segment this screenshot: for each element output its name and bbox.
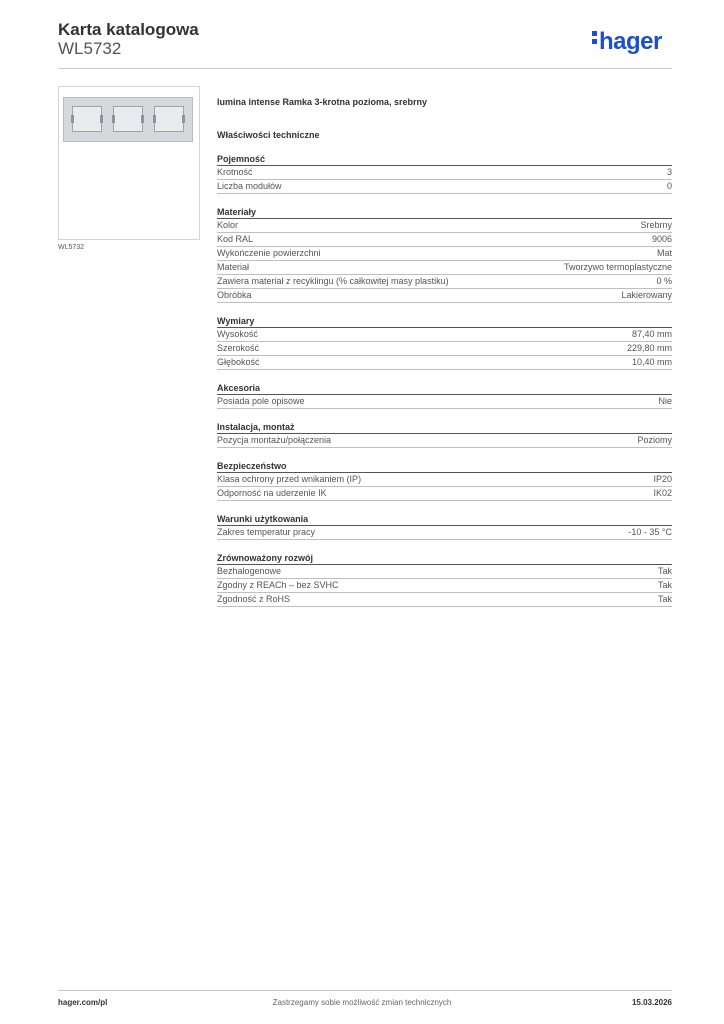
spec-value: Tworzywo termoplastyczne [563,262,672,272]
product-code: WL5732 [58,39,122,58]
spec-row [217,342,672,356]
spec-label: Zgodność z RoHS [217,594,291,604]
section-title: Pojemność [217,153,672,166]
spec-label: Wykończenie powierzchni [217,248,321,258]
spec-section [217,382,672,409]
spec-value: Mat [656,248,672,258]
spec-value: 10,40 mm [631,357,672,367]
section-title: Instalacja, montaż [217,421,672,434]
spec-value: 0 % [656,276,672,286]
logo-text: hager [599,28,662,55]
spec-section [217,460,672,501]
spec-section [217,421,672,448]
spec-row [217,233,672,247]
image-caption: WL5732 [58,244,85,251]
section-title: Warunki użytkowania [217,513,672,526]
spec-row [217,565,672,579]
frame-slot [72,106,102,132]
footer-divider [58,990,672,991]
spec-section [217,153,672,194]
document-type-title: Karta katalogowa [58,20,199,39]
spec-value: Tak [657,580,672,590]
spec-label: Zgodny z REACh – bez SVHC [217,580,339,590]
section-title: Zrównoważony rozwój [217,552,672,565]
spec-row [217,579,672,593]
spec-section [217,552,672,607]
spec-value: 229,80 mm [626,343,672,353]
spec-row [217,261,672,275]
spec-row [217,473,672,487]
spec-value: Srebrny [640,220,672,230]
spec-label: Szerokość [217,343,260,353]
spec-row [217,526,672,540]
spec-label: Materiał [217,262,250,272]
spec-row [217,395,672,409]
logo-dots-icon [592,28,597,47]
spec-value: Tak [657,566,672,576]
spec-row [217,166,672,180]
section-title: Wymiary [217,315,672,328]
spec-value: Nie [658,396,672,406]
spec-label: Zakres temperatur pracy [217,527,316,537]
spec-row [217,356,672,370]
spec-value: IK02 [653,488,672,498]
frame-3-gang-picture [63,97,193,142]
spec-row [217,275,672,289]
header-divider [58,68,672,69]
frame-slot [113,106,143,132]
product-image [58,86,200,240]
spec-value: 87,40 mm [631,329,672,339]
spec-row [217,487,672,501]
spec-label: Krotność [217,167,253,177]
spec-row [217,180,672,194]
hager-logo[interactable] [592,30,662,54]
spec-label: Posiada pole opisowe [217,396,305,406]
footer-date: 15.03.2026 [631,998,672,1007]
spec-row [217,219,672,233]
spec-label: Kod RAL [217,234,254,244]
product-title: lumina intense Ramka 3-krotna pozioma, srebrny [217,97,428,107]
spec-label: Kolor [217,220,239,230]
section-title: Bezpieczeństwo [217,460,672,473]
spec-row [217,328,672,342]
spec-label: Obróbka [217,290,252,300]
properties-heading: Właściwości techniczne [217,130,320,140]
spec-label: Pozycja montażu/połączenia [217,435,332,445]
spec-value: Tak [657,594,672,604]
spec-label: Klasa ochrony przed wnikaniem (IP) [217,474,362,484]
spec-label: Wysokość [217,329,258,339]
spec-value: 9006 [651,234,672,244]
spec-label: Głębokość [217,357,260,367]
spec-label: Odporność na uderzenie IK [217,488,327,498]
footer-website-link[interactable]: hager.com/pl [58,998,108,1007]
spec-label: Liczba modułów [217,181,282,191]
spec-content [217,95,672,607]
spec-label: Zawiera materiał z recyklingu (% całkowitej masy plastiku) [217,276,449,286]
spec-value: 3 [666,167,672,177]
section-title: Akcesoria [217,382,672,395]
spec-value: Lakierowany [621,290,672,300]
spec-value: 0 [666,181,672,191]
spec-section [217,513,672,540]
spec-row [217,434,672,448]
spec-section [217,315,672,370]
frame-slot [154,106,184,132]
footer-notice: Zastrzegamy sobie możliwość zmian technicznych [272,998,452,1007]
spec-label: Bezhalogenowe [217,566,282,576]
spec-value: Poziomy [637,435,672,445]
section-title: Materiały [217,206,672,219]
spec-section [217,206,672,303]
spec-row [217,289,672,303]
spec-value: -10 - 35 °C [628,527,672,537]
spec-value: IP20 [653,474,672,484]
spec-row [217,247,672,261]
spec-sections [217,153,672,607]
spec-row [217,593,672,607]
